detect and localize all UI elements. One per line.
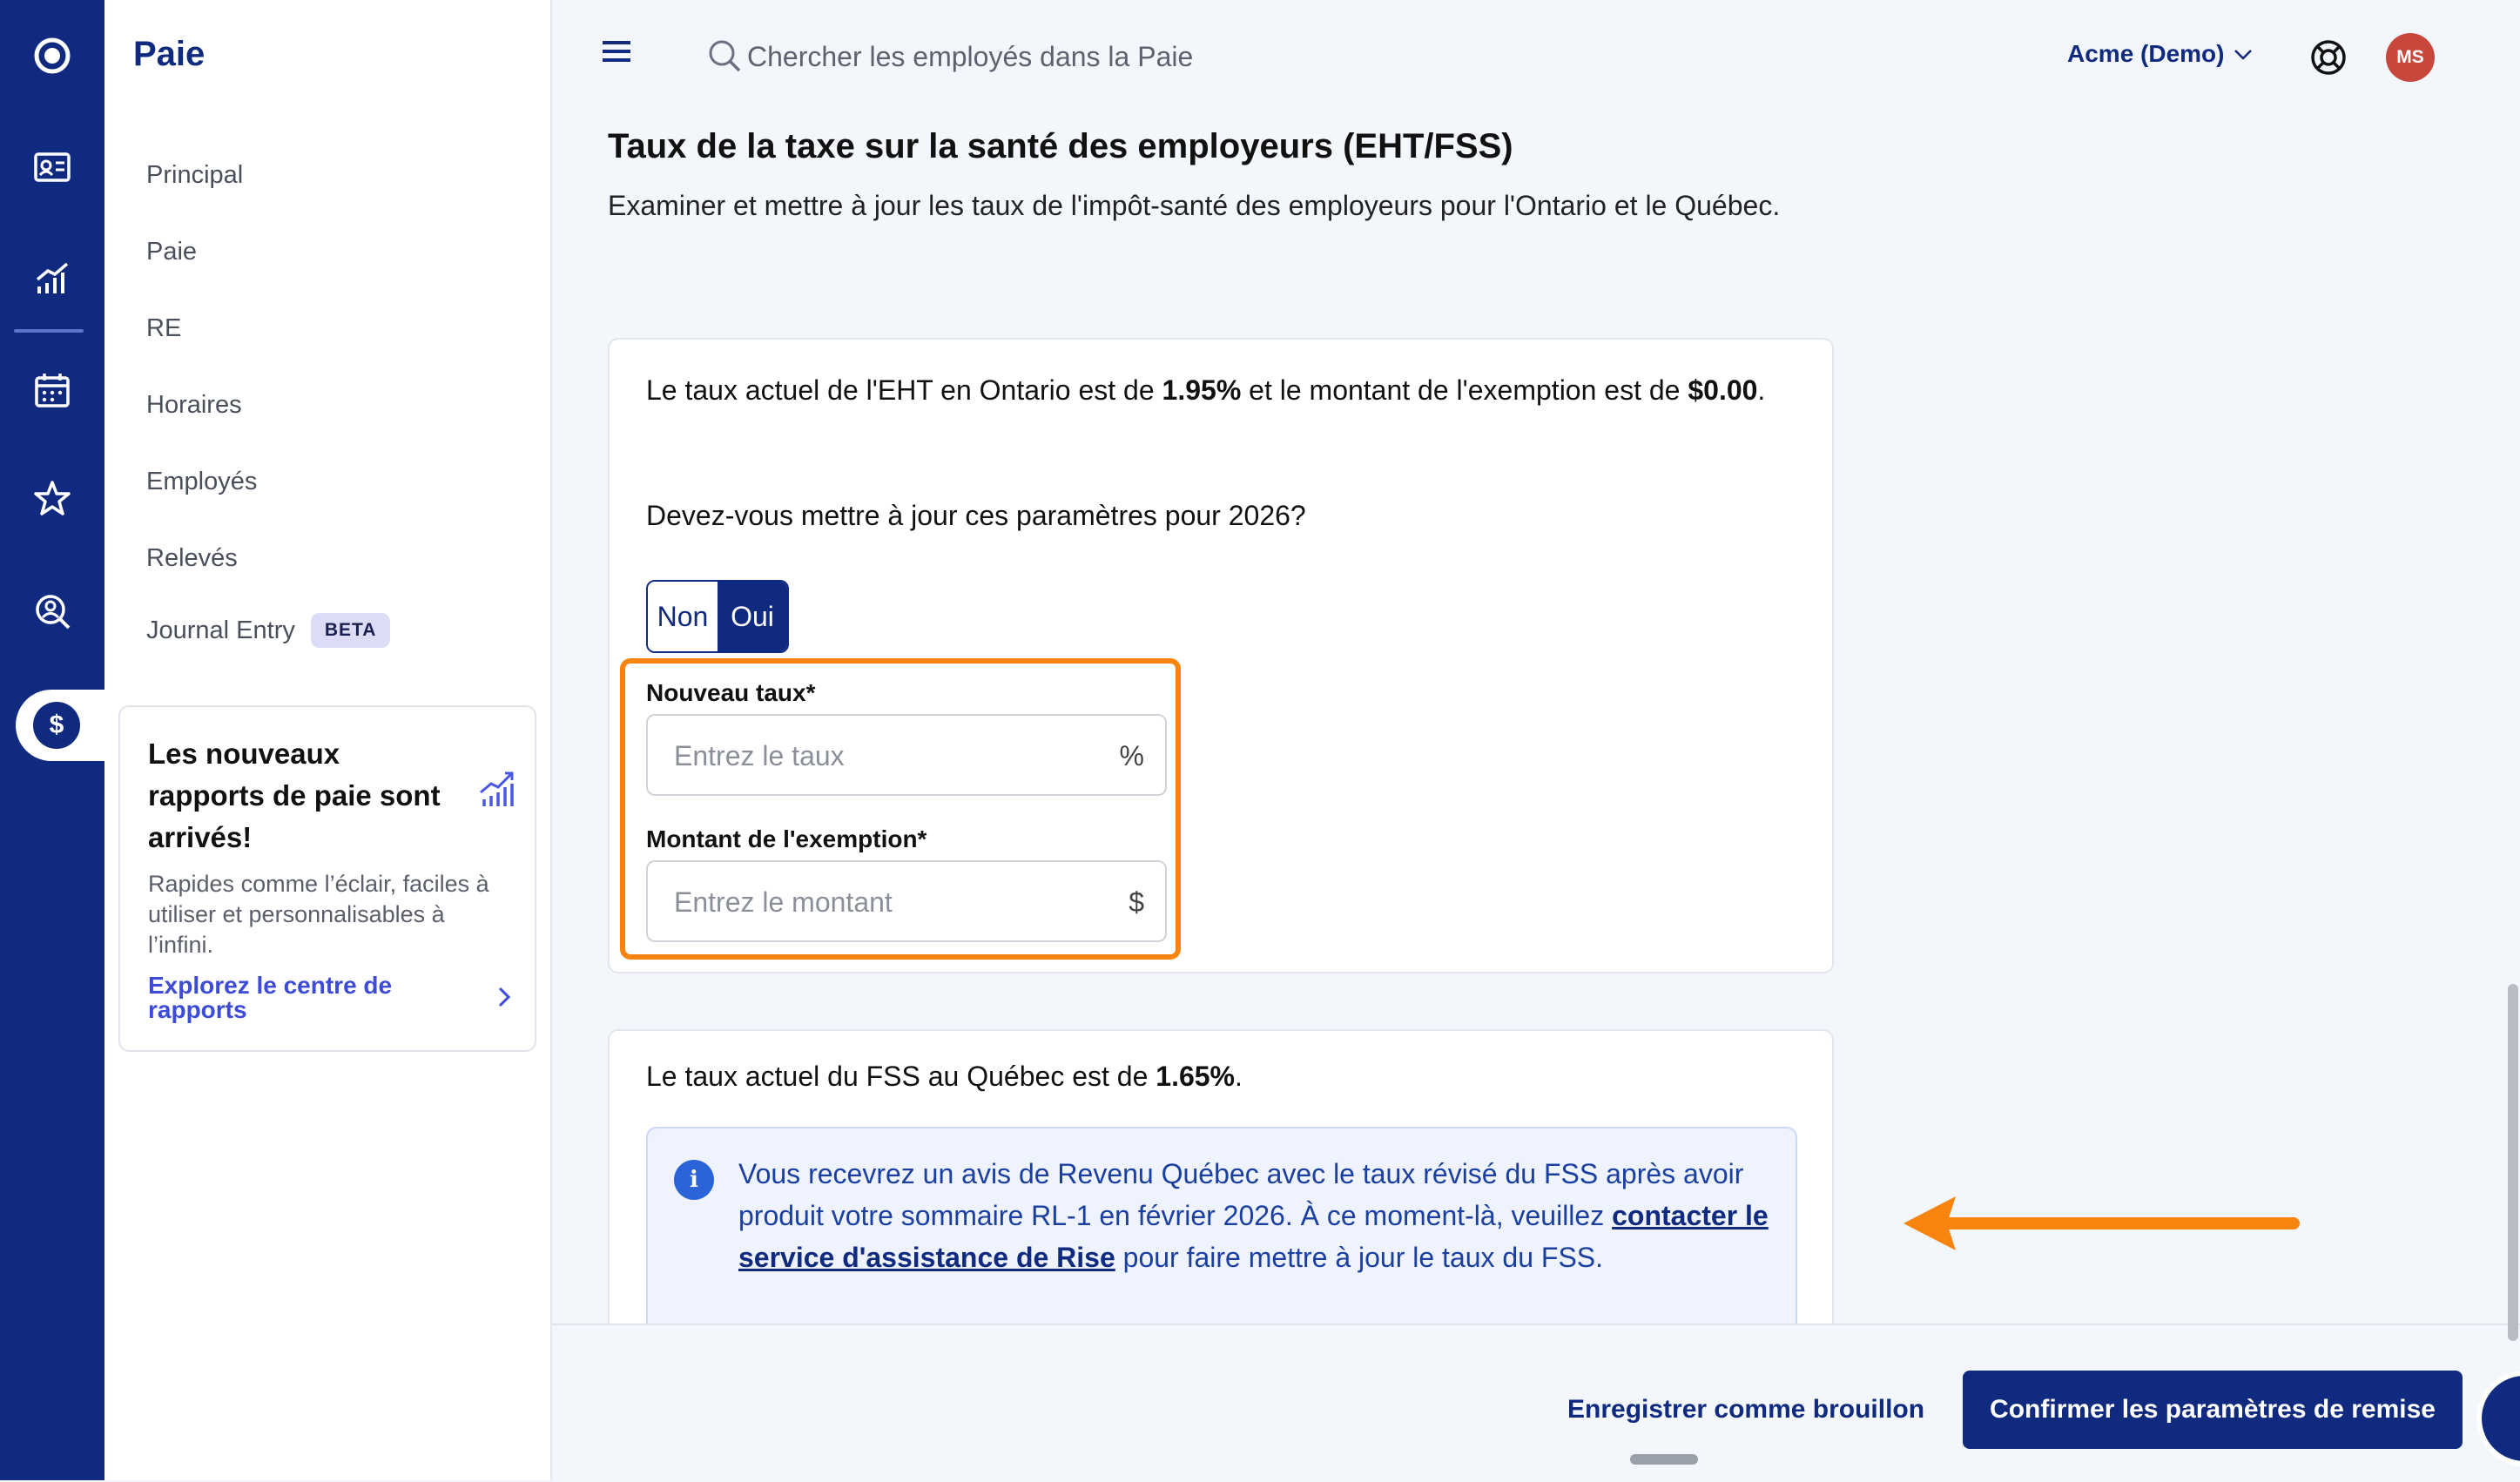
star-icon[interactable] xyxy=(26,472,78,524)
sidebar-item-label: Principal xyxy=(146,161,244,189)
rail-divider xyxy=(14,329,84,333)
annotation-arrow-icon xyxy=(1903,1193,2304,1254)
sidebar-item-employes[interactable] xyxy=(146,468,257,496)
sidebar-item-journal-entry[interactable] xyxy=(146,613,390,648)
new-rate-input[interactable] xyxy=(672,716,1094,796)
sidebar-item-label: Relevés xyxy=(146,544,238,572)
confirm-settings-button[interactable]: Confirmer les paramètres de remise xyxy=(1963,1371,2463,1449)
sidebar-item-label: Journal Entry xyxy=(146,616,295,644)
sidebar-item-label: RE xyxy=(146,314,182,342)
page-subtitle: Examiner et mettre à jour les taux de l'impôt-santé des employeurs pour l'Ontario et le Québec. xyxy=(608,190,1781,221)
top-bar xyxy=(552,0,2520,113)
ontario-text-c: . xyxy=(1757,374,1766,406)
chart-icon[interactable] xyxy=(26,253,78,305)
sidebar-item-horaires[interactable] xyxy=(146,391,242,420)
toggle-non-button[interactable]: Non xyxy=(648,582,718,651)
search-icon xyxy=(707,38,742,73)
support-link[interactable]: contacter le service d'assistance de Rise xyxy=(738,1200,1769,1273)
sidebar-item-principal[interactable] xyxy=(146,161,243,190)
quebec-current-rate: 1.65% xyxy=(1156,1061,1235,1092)
id-card-icon[interactable] xyxy=(26,141,78,193)
app-rail xyxy=(0,0,104,1480)
chevron-down-icon xyxy=(2233,44,2254,64)
promo-card xyxy=(118,705,536,1052)
scrollbar[interactable] xyxy=(2508,984,2518,1341)
dollar-icon[interactable]: $ xyxy=(33,702,80,749)
calendar-icon[interactable] xyxy=(26,364,78,416)
new-rate-field xyxy=(646,714,1167,796)
help-lifebuoy-icon[interactable] xyxy=(2309,38,2348,77)
quebec-text-a: Le taux actuel du FSS au Québec est de xyxy=(646,1061,1156,1092)
ontario-text-b: et le montant de l'exemption est de xyxy=(1241,374,1688,406)
sidebar-item-releves[interactable] xyxy=(146,544,238,573)
sidebar-item-label: Employés xyxy=(146,468,258,495)
update-question: Devez-vous mettre à jour ces paramètres pour 2026? xyxy=(646,500,1306,531)
search-person-icon[interactable] xyxy=(26,585,78,637)
ontario-current-rate: 1.95% xyxy=(1162,374,1242,406)
sidebar xyxy=(104,0,552,1480)
new-rate-label: Nouveau taux* xyxy=(646,679,816,706)
main-content xyxy=(552,113,2494,1324)
logo-icon[interactable] xyxy=(26,30,78,82)
sidebar-title: Paie xyxy=(133,35,206,73)
page-title: Taux de la taxe sur la santé des employeurs (EHT/FSS) xyxy=(608,127,1513,165)
search-input[interactable] xyxy=(745,33,1376,80)
update-toggle xyxy=(646,580,789,653)
org-switcher[interactable] xyxy=(2067,40,2254,68)
exemption-field xyxy=(646,860,1167,942)
ontario-text-a: Le taux actuel de l'EHT en Ontario est de xyxy=(646,374,1162,406)
quebec-text-b: . xyxy=(1235,1061,1243,1092)
avatar[interactable]: MS xyxy=(2386,33,2435,82)
exemption-input[interactable] xyxy=(672,862,1094,942)
ontario-eht-card xyxy=(608,338,1834,973)
quebec-fss-card xyxy=(608,1029,1834,1324)
save-draft-button[interactable]: Enregistrer comme brouillon xyxy=(1567,1395,1925,1424)
sidebar-item-label: Horaires xyxy=(146,391,242,419)
ontario-current-exemption: $0.00 xyxy=(1688,374,1758,406)
chevron-right-icon[interactable] xyxy=(493,986,515,1008)
sidebar-item-re[interactable] xyxy=(146,314,181,343)
ontario-rate-text xyxy=(646,369,1796,411)
quebec-rate-text xyxy=(646,1055,1243,1097)
trending-chart-icon xyxy=(477,770,517,810)
promo-link[interactable]: Explorez le centre de rapports xyxy=(148,972,393,1023)
info-text xyxy=(738,1153,1775,1278)
percent-suffix: % xyxy=(1119,740,1144,771)
info-callout xyxy=(646,1127,1797,1324)
info-text-b: pour faire mettre à jour le taux du FSS. xyxy=(1115,1242,1604,1273)
menu-icon[interactable] xyxy=(601,38,632,64)
promo-text: Rapides comme l’éclair, faciles à utiliser et personnalisables à l’infini. xyxy=(148,871,489,958)
beta-badge: BETA xyxy=(311,613,391,648)
exemption-label: Montant de l'exemption* xyxy=(646,825,927,852)
action-footer xyxy=(552,1324,2520,1482)
dollar-suffix: $ xyxy=(1129,886,1144,918)
promo-title: Les nouveaux rapports de paie sont arrivés! xyxy=(148,738,441,853)
sidebar-item-paie[interactable] xyxy=(146,238,197,266)
chat-bubble-icon[interactable] xyxy=(2476,1371,2520,1466)
info-icon: i xyxy=(674,1160,714,1200)
info-text-a: Vous recevrez un avis de Revenu Québec avec le taux révisé du FSS après avoir produit votre sommaire RL-1 en février 2026. À ce moment-là, veuillez xyxy=(738,1158,1744,1231)
toggle-oui-button[interactable]: Oui xyxy=(718,582,787,651)
sidebar-item-label: Paie xyxy=(146,238,198,266)
org-name: Acme (Demo) xyxy=(2067,40,2225,67)
drag-handle[interactable] xyxy=(1630,1454,1698,1465)
